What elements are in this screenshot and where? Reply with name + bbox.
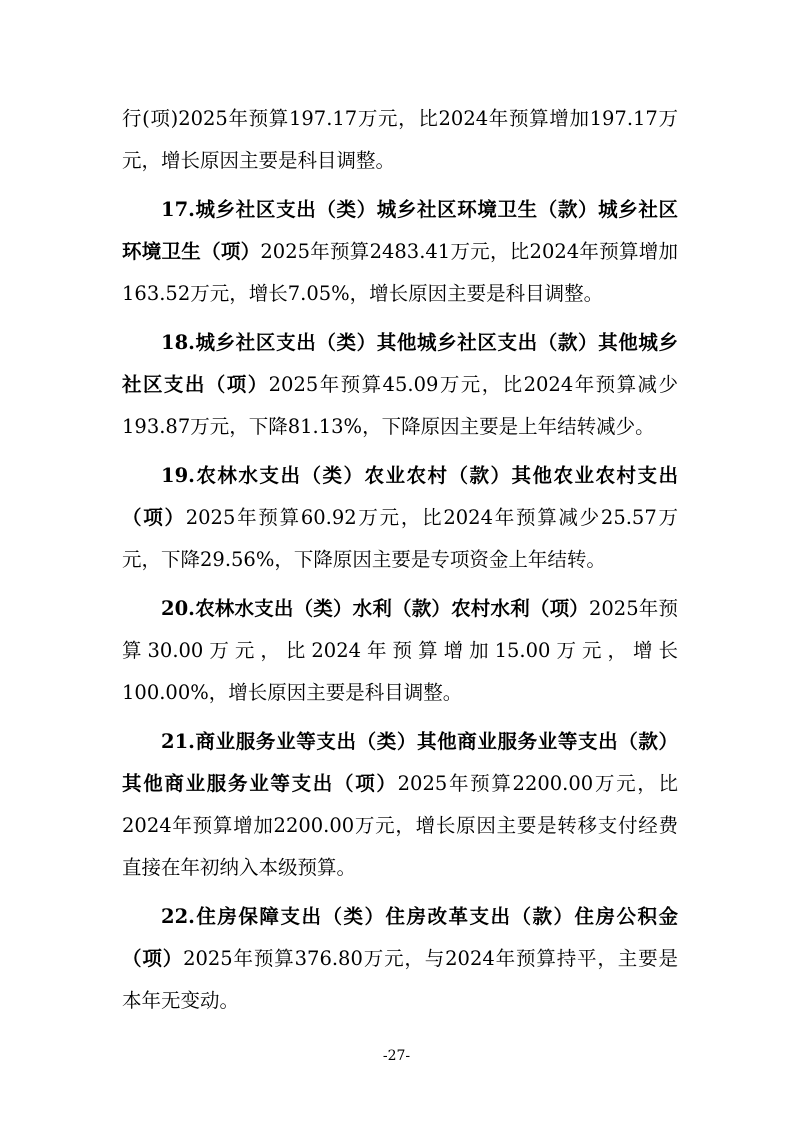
paragraph-text: 2025年预算60.92万元，比2024年预算减少25.57万元，下降29.56%，下降原因主要是专项资金上年结转。 xyxy=(122,506,678,571)
paragraph-text: 2025年预算376.80万元，与2024年预算持平，主要是本年无变动。 xyxy=(122,947,678,1012)
paragraph-heading: 18.城乡社区支出（类）其他城乡社区支出（款）其他城乡社区支出（项） xyxy=(122,331,678,396)
paragraph-text: 2025年预算2483.41万元，比2024年预算增加163.52万元，增长7.05%，增长原因主要是科目调整。 xyxy=(122,240,678,305)
document-body xyxy=(122,98,678,1029)
paragraph-heading: 22.住房保障支出（类）住房改革支出（款）住房公积金（项） xyxy=(122,905,678,970)
paragraph-text: 2025年预算45.09万元，比2024年预算减少193.87万元，下降81.13%，下降原因主要是上年结转减少。 xyxy=(122,373,678,438)
paragraph-item-19 xyxy=(122,455,678,581)
paragraph-heading: 19.农林水支出（类）农业农村（款）其他农业农村支出（项） xyxy=(122,464,678,529)
paragraph-item-17 xyxy=(122,189,678,315)
paragraph-item-22 xyxy=(122,896,678,1022)
paragraph-item-21 xyxy=(122,721,678,889)
paragraph-heading: 20.农林水支出（类）水利（款）农村水利（项） xyxy=(161,597,589,620)
paragraph-text: 行(项)2025年预算197.17万元，比2024年预算增加197.17万元，增长原因主要是科目调整。 xyxy=(122,107,678,172)
paragraph-heading: 17.城乡社区支出（类）城乡社区环境卫生（款）城乡社区环境卫生（项） xyxy=(122,198,678,263)
paragraph-continuation xyxy=(122,98,678,182)
paragraph-item-18 xyxy=(122,322,678,448)
paragraph-item-20 xyxy=(122,588,678,714)
page-number: -27- xyxy=(382,1048,411,1064)
paragraph-text: 2025年预算30.00万元，比2024年预算增加15.00万元，增长100.00%，增长原因主要是科目调整。 xyxy=(122,597,678,704)
paragraph-text: 2025年预算2200.00万元，比2024年预算增加2200.00万元，增长原因主要是转移支付经费直接在年初纳入本级预算。 xyxy=(122,772,678,879)
paragraph-heading: 21.商业服务业等支出（类）其他商业服务业等支出（款）其他商业服务业等支出（项） xyxy=(122,730,678,795)
